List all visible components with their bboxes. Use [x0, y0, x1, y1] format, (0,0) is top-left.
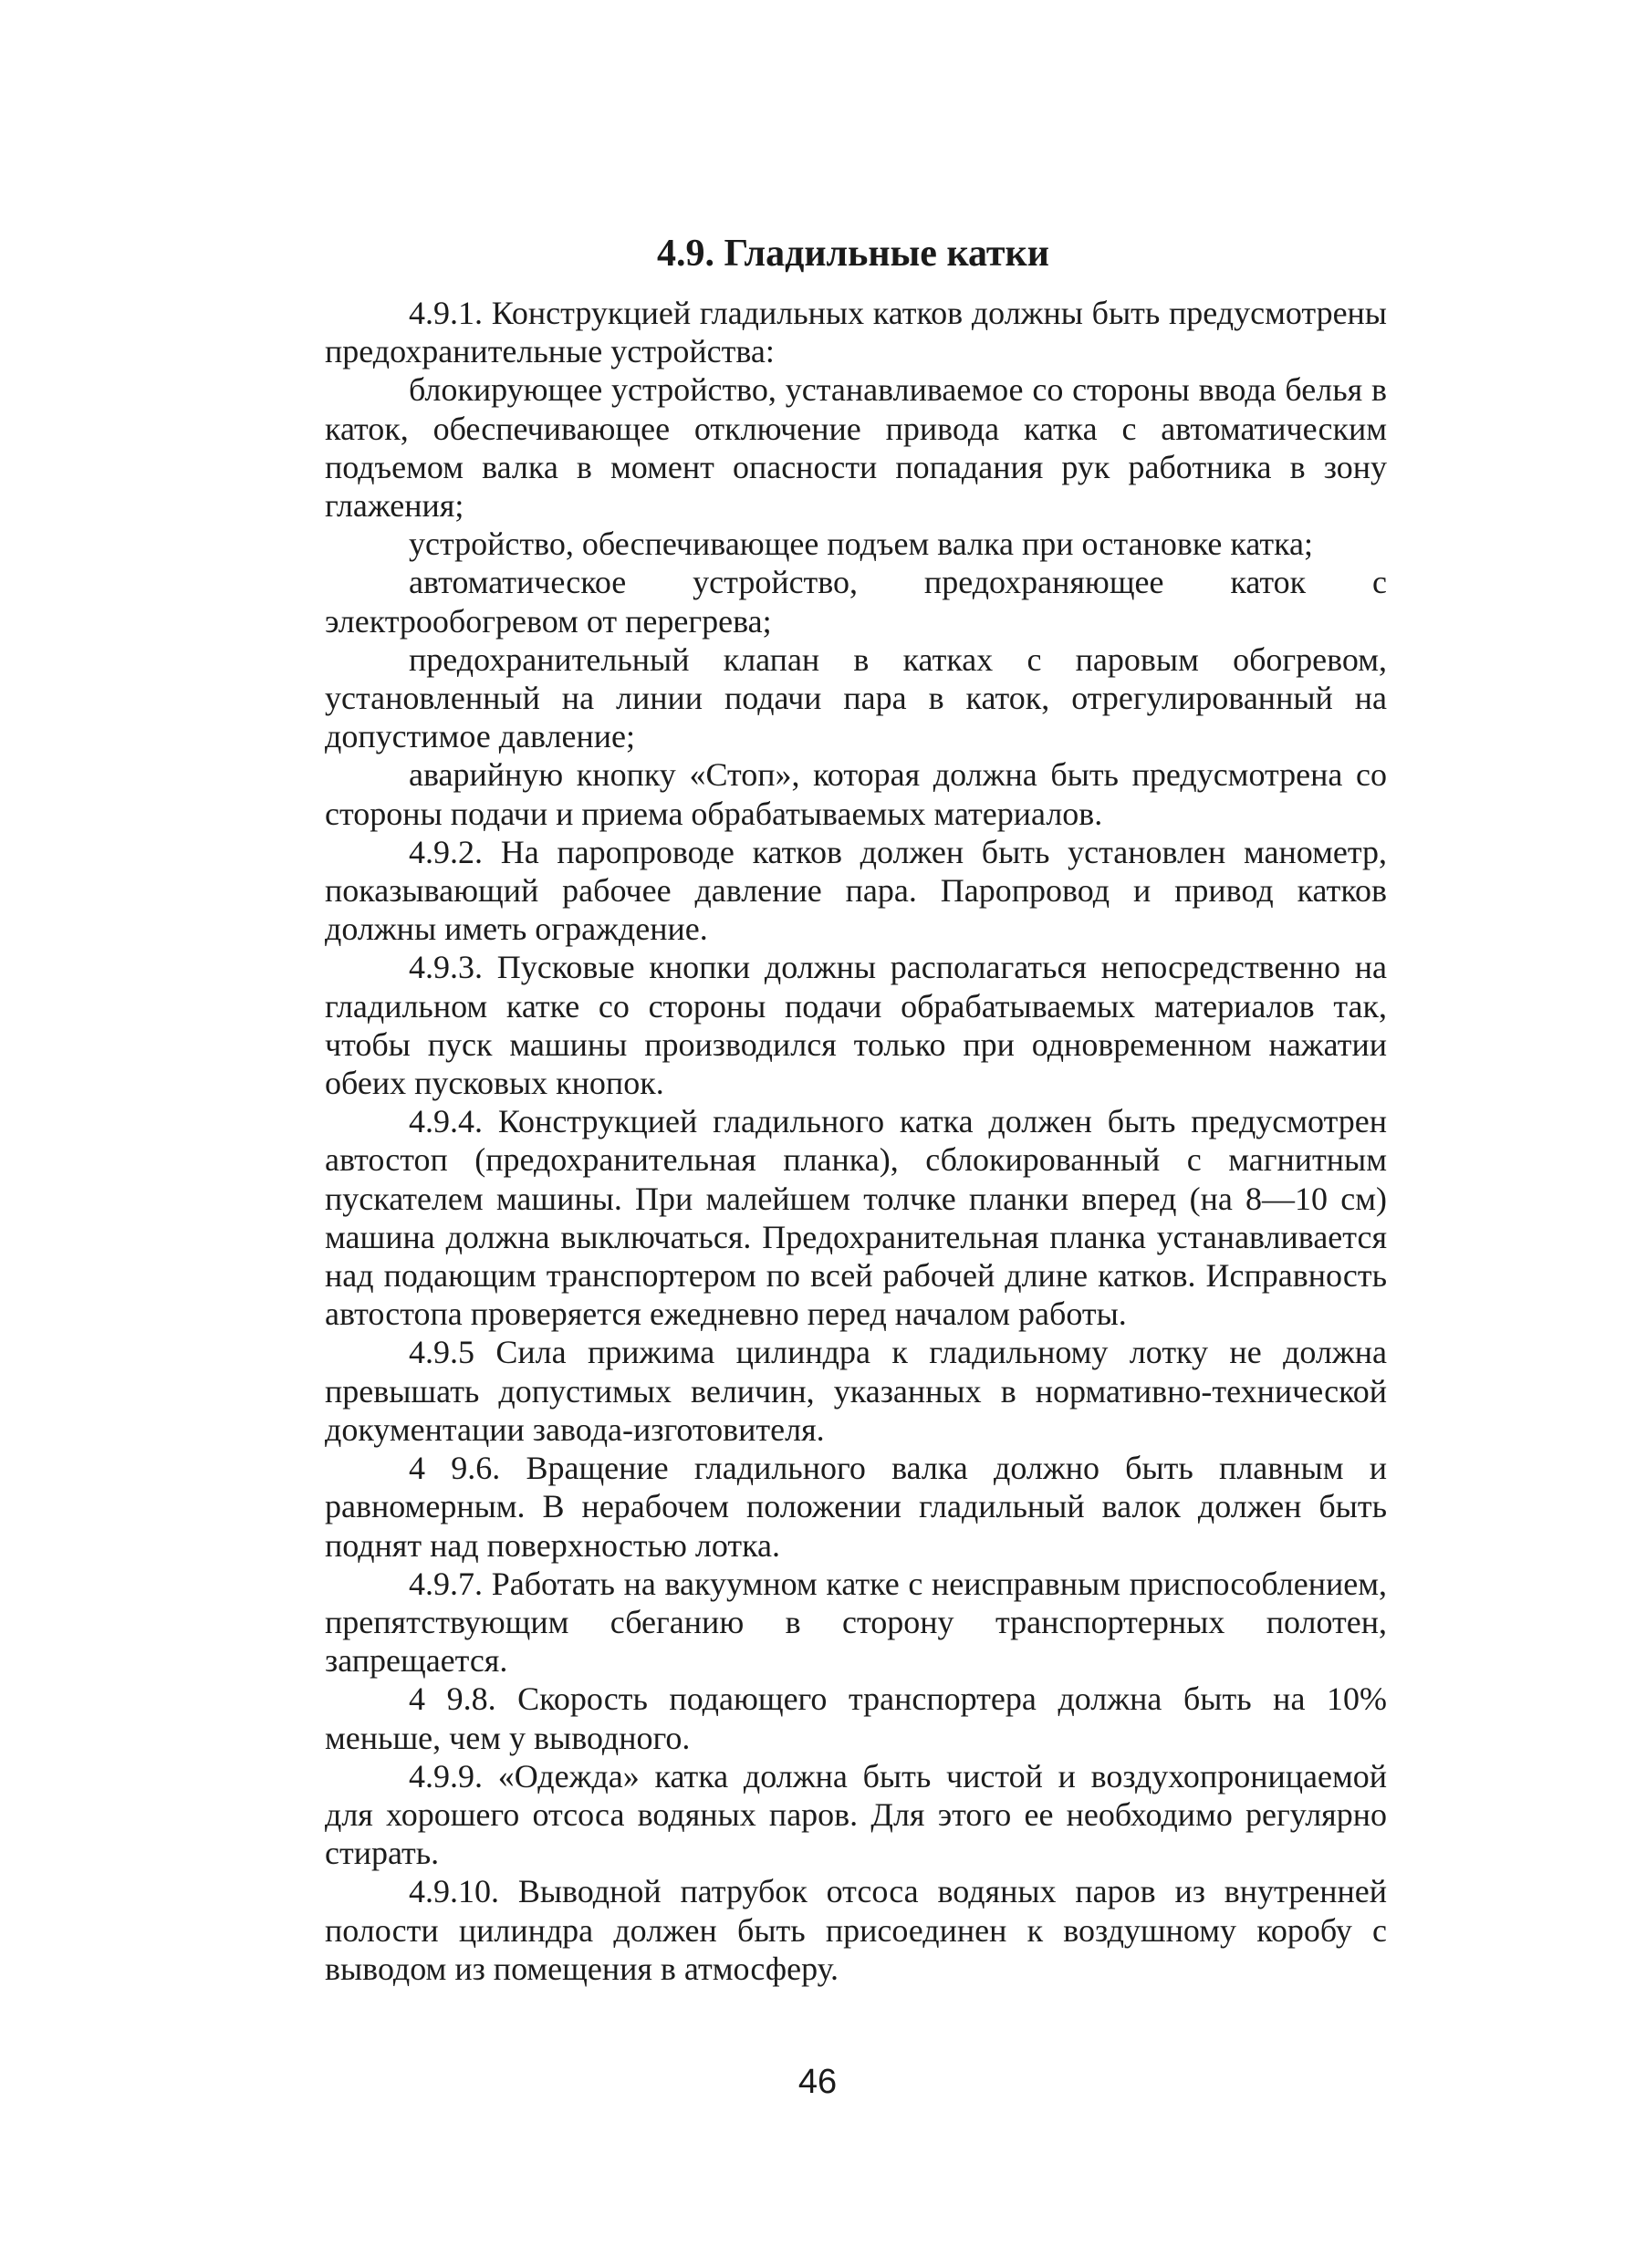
section-body: [325, 294, 1387, 1988]
paragraph-4-9-1: 4.9.1. Конструкцией гладильных катков должны быть предусмотрены предохранительные устройства:: [325, 295, 1387, 370]
paragraph-4-9-7: 4.9.7. Работать на вакуумном катке с неисправным приспособлением, препятствующим сбеганию в сторону транспортерных полотен, запрещается.: [325, 1565, 1387, 1680]
paragraph-4-9-3: 4.9.3. Пусковые кнопки должны располагаться непосредственно на гладильном катке со стороны подачи обрабатываемых материалов так, чтобы пуск машины производился только при одновременном нажатии обеих пусковых кнопок.: [325, 949, 1387, 1102]
section-heading: 4.9. Гладильные катки: [657, 233, 1049, 275]
list-item-safety-valve: предохранительный клапан в катках с паровым обогревом, установленный на линии подачи пара в каток, отрегулированный на допустимое давление;: [325, 640, 1387, 755]
page-number: 46: [797, 2063, 838, 2101]
paragraph-4-9-6: 4 9.6. Вращение гладильного валка должно быть плавным и равномерным. В нерабочем положении гладильный валок должен быть поднят над поверхностью лотка.: [325, 1450, 1387, 1564]
paragraph-4-9-8: 4 9.8. Скорость подающего транспортера должна быть на 10% меньше, чем у выводного.: [325, 1680, 1387, 1756]
paragraph-4-9-5: 4.9.5 Сила прижима цилиндра к гладильному лотку не должна превышать допустимых величин, указанных в нормативно-технической документации завода-изготовителя.: [325, 1334, 1387, 1448]
list-item-overheat-protection: автоматическое устройство, предохраняющее каток с электрообогревом от перегрева;: [325, 564, 1387, 640]
paragraph-4-9-4: 4.9.4. Конструкцией гладильного катка должен быть предусмотрен автостоп (предохранительная планка), сблокированный с магнитным пускателем машины. При малейшем толчке планки вперед (на 8—10 см) машина должна выключаться. Предохранительная планка устанавливается над подающим транспортером по всей рабочей длине катков. Исправность автостопа проверяется ежедневно перед началом работы.: [325, 1103, 1387, 1333]
list-item-stop-button: аварийную кнопку «Стоп», которая должна быть предусмотрена со стороны подачи и приема обрабатываемых материалов.: [325, 756, 1387, 832]
list-item-roller-lift-device: устройство, обеспечивающее подъем валка при остановке катка;: [409, 525, 1314, 563]
paragraph-4-9-10: 4.9.10. Выводной патрубок отсоса водяных паров из внутренней полости цилиндра должен быть присоединен к воздушному коробу с выводом из помещения в атмосферу.: [325, 1873, 1387, 1987]
paragraph-4-9-2: 4.9.2. На паропроводе катков должен быть установлен манометр, показывающий рабочее давление пара. Паропровод и привод катков должны иметь ограждение.: [325, 833, 1387, 948]
paragraph-4-9-9: 4.9.9. «Одежда» катка должна быть чистой и воздухопроницаемой для хорошего отсоса водяных паров. Для этого ее необходимо регулярно стирать.: [325, 1757, 1387, 1872]
list-item-blocking-device: блокирующее устройство, устанавливаемое со стороны ввода белья в каток, обеспечивающее отключение привода катка с автоматическим подъемом валка в момент опасности попадания рук работника в зону глажения;: [325, 371, 1387, 525]
